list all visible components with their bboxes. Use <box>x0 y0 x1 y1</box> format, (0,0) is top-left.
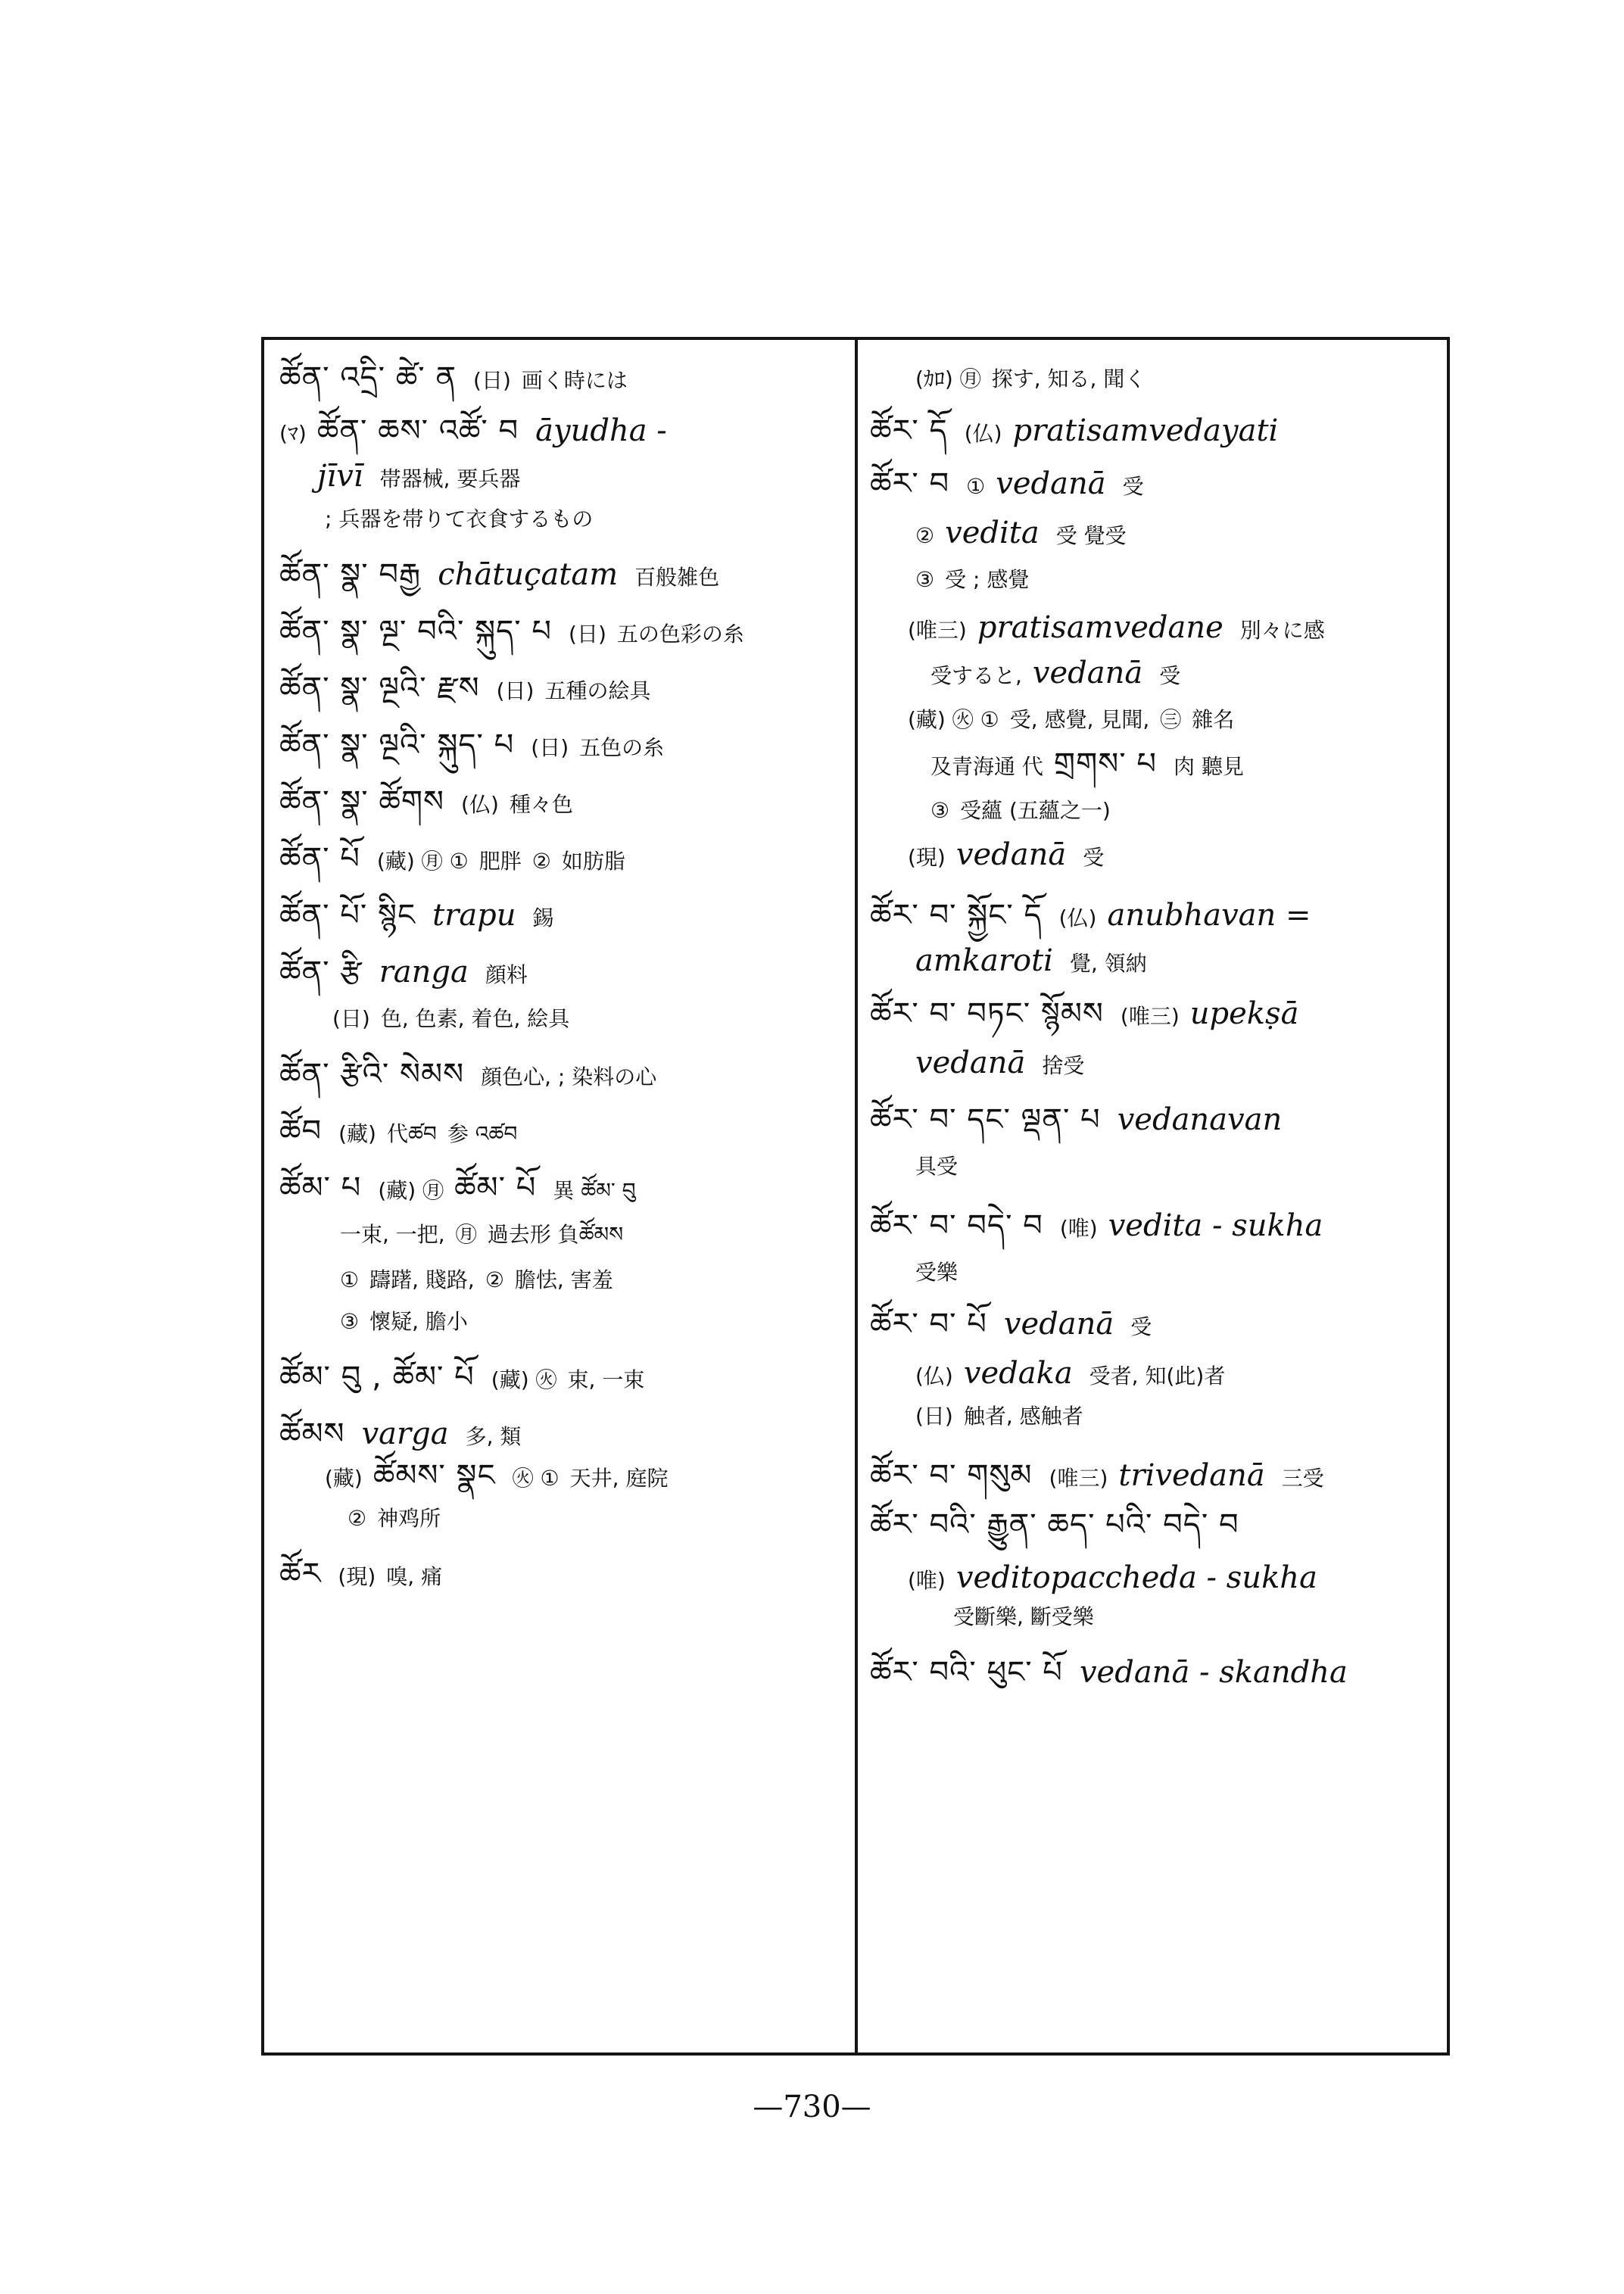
tibetan-term: ཚོར་ དོ <box>870 413 948 448</box>
tibetan-term: ཚོར་ བའི་ རྒྱུན་ ཆད་ པའི་ བདེ་ བ <box>870 1507 1239 1542</box>
gloss: 参 འཚབ <box>447 1121 518 1146</box>
entry-line <box>930 794 1121 826</box>
source-tag: ② <box>348 1506 367 1531</box>
sanskrit-term: vedanā <box>1003 1307 1114 1342</box>
gloss: 触者, 感触者 <box>963 1404 1083 1429</box>
entry-line <box>870 466 1155 502</box>
entry-line <box>279 1559 453 1592</box>
entry-line <box>870 996 1315 1032</box>
gloss: 受, 感覺, 見聞, <box>1009 707 1150 732</box>
source-tag: ③ <box>340 1309 360 1334</box>
entry-line <box>279 413 684 449</box>
entry-line <box>908 1560 1334 1596</box>
page-number: —730— <box>753 2090 871 2124</box>
sanskrit-term: veditopaccheda - sukha <box>955 1560 1317 1595</box>
gloss: 五色の糸 <box>579 735 665 760</box>
tibetan-term: ཚོམས <box>279 1417 345 1451</box>
gloss: 帯器械, 要兵器 <box>379 466 521 491</box>
gloss: 受 覺受 <box>1055 523 1127 548</box>
sanskrit-term: chātuçatam <box>438 557 619 592</box>
gloss: 受者, 知(此)者 <box>1089 1364 1226 1389</box>
source-tag: ㊊ <box>455 1222 477 1247</box>
entry-line <box>279 1419 531 1452</box>
source-tag: (日) <box>569 622 606 647</box>
entry-line <box>279 1362 655 1395</box>
sanskrit-term: āyudha - <box>535 413 667 448</box>
gloss: 膽怯, 害羞 <box>514 1267 613 1292</box>
gloss: 錫 <box>532 905 554 930</box>
gloss: 受 <box>1122 474 1144 499</box>
gloss: 躊躇, 賤路, <box>369 1267 475 1292</box>
sanskrit-term: vedanā <box>996 466 1106 501</box>
gloss: 受 <box>1159 663 1181 688</box>
dictionary-frame <box>261 337 1450 2056</box>
entry-line <box>908 837 1114 873</box>
source-tag: (日) <box>915 1404 953 1429</box>
entry-line <box>325 503 603 535</box>
source-tag: ① <box>340 1267 360 1292</box>
entry-line <box>930 658 1191 691</box>
gloss: 束, 一束 <box>567 1367 645 1392</box>
sanskrit-term: pratisamvedane <box>977 610 1223 645</box>
entry-line <box>915 943 1158 979</box>
tibetan-term: ཚོན་ ཆས་ འཚོ་ བ <box>316 413 519 448</box>
entry-line <box>915 518 1137 551</box>
gloss: 具受 <box>915 1154 959 1179</box>
source-tag: (日) <box>496 678 535 703</box>
gloss: 五の色彩の糸 <box>616 622 744 647</box>
gloss: 多, 類 <box>465 1424 522 1449</box>
entry-line <box>332 1002 580 1034</box>
entry-line <box>279 673 662 706</box>
tibetan-term: ཚོར་ བ་ བདེ་ བ <box>870 1208 1043 1243</box>
sanskrit-term: upekṣā <box>1189 996 1299 1031</box>
tibetan-term: ཚོན་ སྣ་ ལྔའི་ སྐུད་ པ <box>279 728 515 762</box>
sanskrit-term: vedaka <box>963 1356 1073 1391</box>
sanskrit-term: anubhavan = <box>1107 898 1311 933</box>
right-column <box>870 340 1438 2052</box>
sanskrit-term: vedanā <box>915 1046 1026 1080</box>
tibetan-term: ཚོན་ འདྲི་ ཚེ་ ན <box>279 360 457 395</box>
tibetan-term: ཚོར་ བའི་ ཕུང་ པོ <box>870 1655 1063 1690</box>
source-tag: (唯三) <box>1049 1466 1108 1491</box>
entry-line <box>279 1116 528 1149</box>
gloss: 肉 聽見 <box>1173 754 1244 779</box>
entry-line <box>279 730 675 763</box>
source-tag: ③ <box>915 567 935 592</box>
gloss: 色, 色素, 着色, 絵具 <box>380 1006 570 1031</box>
source-tag: (藏) ㊋ ① <box>908 707 999 732</box>
tibetan-term: ཚོར་ བ་ གསུམ <box>870 1458 1033 1493</box>
tibetan-term: ཚོན་ སྣ་ ལྔའི་ རྫས <box>279 671 480 706</box>
entry-line <box>915 1256 968 1288</box>
gloss: 顔料 <box>485 962 528 987</box>
sanskrit-term: varga <box>361 1417 449 1451</box>
entry-line <box>870 1208 1339 1244</box>
entry-line <box>279 616 755 650</box>
gloss: 肥胖 <box>478 849 522 874</box>
sanskrit-term: trapu <box>432 898 516 933</box>
entry-line <box>870 1460 1335 1494</box>
source-tag: ② <box>485 1267 504 1292</box>
source-tag: (唯) <box>908 1568 946 1593</box>
sanskrit-term: vedanā - skandha <box>1079 1655 1348 1690</box>
gloss: 如肪脂 <box>561 849 625 874</box>
gloss: 天井, 庭院 <box>569 1466 669 1491</box>
source-tag: (唯) <box>1059 1216 1098 1241</box>
entry-line <box>953 1601 1105 1632</box>
sanskrit-term: trivedanā <box>1118 1458 1265 1493</box>
gloss: 百般雑色 <box>634 565 720 590</box>
source-tag: (唯三) <box>908 618 967 643</box>
gloss: 嗅, 痛 <box>386 1564 443 1589</box>
gloss: 及青海通 代 <box>930 754 1043 779</box>
entry-line <box>340 1305 478 1337</box>
gloss: 受 <box>1083 845 1105 870</box>
gloss: 神鸡所 <box>377 1506 441 1531</box>
entry-line <box>870 1309 1162 1342</box>
source-tag: (日) <box>332 1006 370 1031</box>
tibetan-term: ཚོན་ སྣ་ ལྔ་ བའི་ སྐུད་ པ <box>279 614 553 649</box>
source-tag: (現) <box>338 1564 376 1589</box>
tibetan-term: ཚོམས་ སྣང <box>372 1458 496 1493</box>
sanskrit-term: vedanā <box>955 837 1067 872</box>
entry-line <box>279 360 638 396</box>
gloss: 受 <box>1130 1314 1152 1339</box>
gloss: 受 ; 感覺 <box>945 567 1030 592</box>
source-tag: (仏) <box>1058 905 1097 930</box>
gloss: 懷疑, 膽小 <box>369 1309 468 1334</box>
tibetan-term: ཚོར་ བ་ བཏང་ སྙོམས <box>870 996 1104 1031</box>
tibetan-term: ཚོར་ བ་ སྐྱོང་ དོ <box>870 898 1043 933</box>
tibetan-term: ཚོམ་ བུ , ཚོམ་ པོ <box>279 1360 475 1395</box>
entry-line <box>915 1400 1094 1432</box>
tibetan-term: ཚོན་ རྩིའི་ སེམས <box>279 1057 465 1092</box>
entry-line <box>870 1102 1298 1137</box>
entry-line <box>930 746 1255 782</box>
sanskrit-term: amkaroti <box>915 943 1053 978</box>
entry-line <box>279 957 538 990</box>
entry-line <box>908 612 1336 646</box>
gloss: 受樂 <box>915 1260 959 1285</box>
source-tag: (日) <box>531 735 569 760</box>
entry-line <box>279 1059 667 1092</box>
entry-line <box>915 1150 968 1182</box>
entry-line <box>870 900 1328 933</box>
entry-line <box>915 1048 1095 1081</box>
sanskrit-term: vedanā <box>1032 656 1143 690</box>
source-tag: (藏) ㊋ <box>491 1367 557 1392</box>
entry-line <box>870 413 1295 449</box>
entry-line <box>317 461 531 494</box>
gloss: 画く時には <box>521 368 628 393</box>
gloss: 三受 <box>1281 1466 1324 1491</box>
source-tag: ① <box>966 474 986 499</box>
tibetan-term: ཚོར <box>279 1557 322 1591</box>
gloss: 捨受 <box>1042 1053 1085 1078</box>
gloss: 受蘊 (五蘊之一) <box>960 798 1111 823</box>
gloss: 受斷樂, 斷受樂 <box>953 1604 1094 1629</box>
gloss: 雜名 <box>1192 707 1235 732</box>
gloss: ; 兵器を帯りて衣食するもの <box>325 506 594 531</box>
tibetan-term: ཚོམ་ པ <box>279 1170 362 1205</box>
entry-line <box>279 843 636 877</box>
source-tag: (日) <box>473 368 511 393</box>
entry-line <box>279 900 565 933</box>
tibetan-term: ཚོམ་ པོ <box>454 1170 537 1205</box>
entry-line <box>870 1657 1364 1689</box>
left-column <box>279 340 847 2052</box>
column-divider <box>855 340 858 2052</box>
sanskrit-term: vedita <box>945 516 1040 550</box>
gloss: 別々に感 <box>1239 618 1325 643</box>
gloss: 代ཚབ <box>386 1121 437 1146</box>
gloss: 過去形 負ཚོམས <box>487 1222 624 1247</box>
sanskrit-term: ranga <box>379 955 469 990</box>
source-tag: (現) <box>908 845 946 870</box>
entry-line <box>279 1170 647 1206</box>
sanskrit-term: pratisamvedayati <box>1012 413 1279 448</box>
tibetan-term: ཚོར་ བ <box>870 466 950 501</box>
entry-line <box>340 1218 634 1250</box>
source-tag: (仏) <box>461 792 499 817</box>
gloss: 受すると, <box>930 663 1022 688</box>
source-tag: (ﾏ) <box>279 421 307 446</box>
source-tag: ㊂ <box>1160 707 1182 732</box>
source-tag: ② <box>531 849 551 874</box>
source-tag: ② <box>915 523 935 548</box>
entry-line <box>325 1460 678 1494</box>
entry-line <box>340 1264 624 1295</box>
gloss: 探す, 知る, 聞く <box>991 366 1146 391</box>
tibetan-term: ཚོན་ སྣ་ ཚོགས <box>279 784 445 819</box>
source-tag: (藏) ㊊ ① <box>376 849 469 874</box>
source-tag: (仏) <box>915 1364 953 1389</box>
tibetan-term: ཚོན་ རྩི <box>279 955 363 990</box>
gloss: 一束, 一把, <box>340 1222 445 1247</box>
tibetan-term: ཚོན་ སྣ་ བརྒྱ <box>279 557 422 592</box>
tibetan-term: ཚོབ <box>279 1114 323 1149</box>
gloss: 顔色心, ; 染料の心 <box>481 1064 657 1089</box>
entry-line <box>279 559 730 593</box>
sanskrit-term: jīvī <box>317 459 363 494</box>
gloss: 五種の絵具 <box>544 678 651 703</box>
sanskrit-term: vedanavan <box>1117 1102 1283 1137</box>
sanskrit-term: vedita - sukha <box>1108 1208 1323 1243</box>
source-tag: (ｶﾛ) ㊊ <box>915 366 981 391</box>
entry-line <box>870 1507 1256 1542</box>
source-tag: ㊋ ① <box>512 1466 560 1491</box>
source-tag: (唯三) <box>1120 1004 1180 1029</box>
gloss: 異 ཚོམ་ བུ <box>553 1178 636 1203</box>
tibetan-term: ཚོར་ བ་ པོ <box>870 1307 987 1342</box>
gloss: 種々色 <box>509 792 573 817</box>
entry-line <box>915 563 1040 595</box>
entry-line <box>279 784 584 820</box>
gloss: 覺, 領納 <box>1069 951 1147 976</box>
source-tag: (藏) ㊊ <box>378 1178 444 1203</box>
source-tag: (仏) <box>964 421 1002 446</box>
entry-line <box>915 1358 1236 1392</box>
entry-line <box>348 1502 451 1534</box>
tibetan-term: གྲགས་ པ <box>1053 746 1157 781</box>
tibetan-term: ཚོན་ པོ་ སྙིང <box>279 898 416 933</box>
tibetan-term: ཚོར་ བ་ དང་ ལྡན་ པ <box>870 1102 1101 1137</box>
entry-line <box>908 703 1245 735</box>
entry-line <box>915 363 1156 394</box>
source-tag: (藏) <box>338 1121 376 1146</box>
source-tag: (藏) <box>325 1466 363 1491</box>
source-tag: ③ <box>930 798 950 823</box>
tibetan-term: ཚོན་ པོ <box>279 841 360 876</box>
